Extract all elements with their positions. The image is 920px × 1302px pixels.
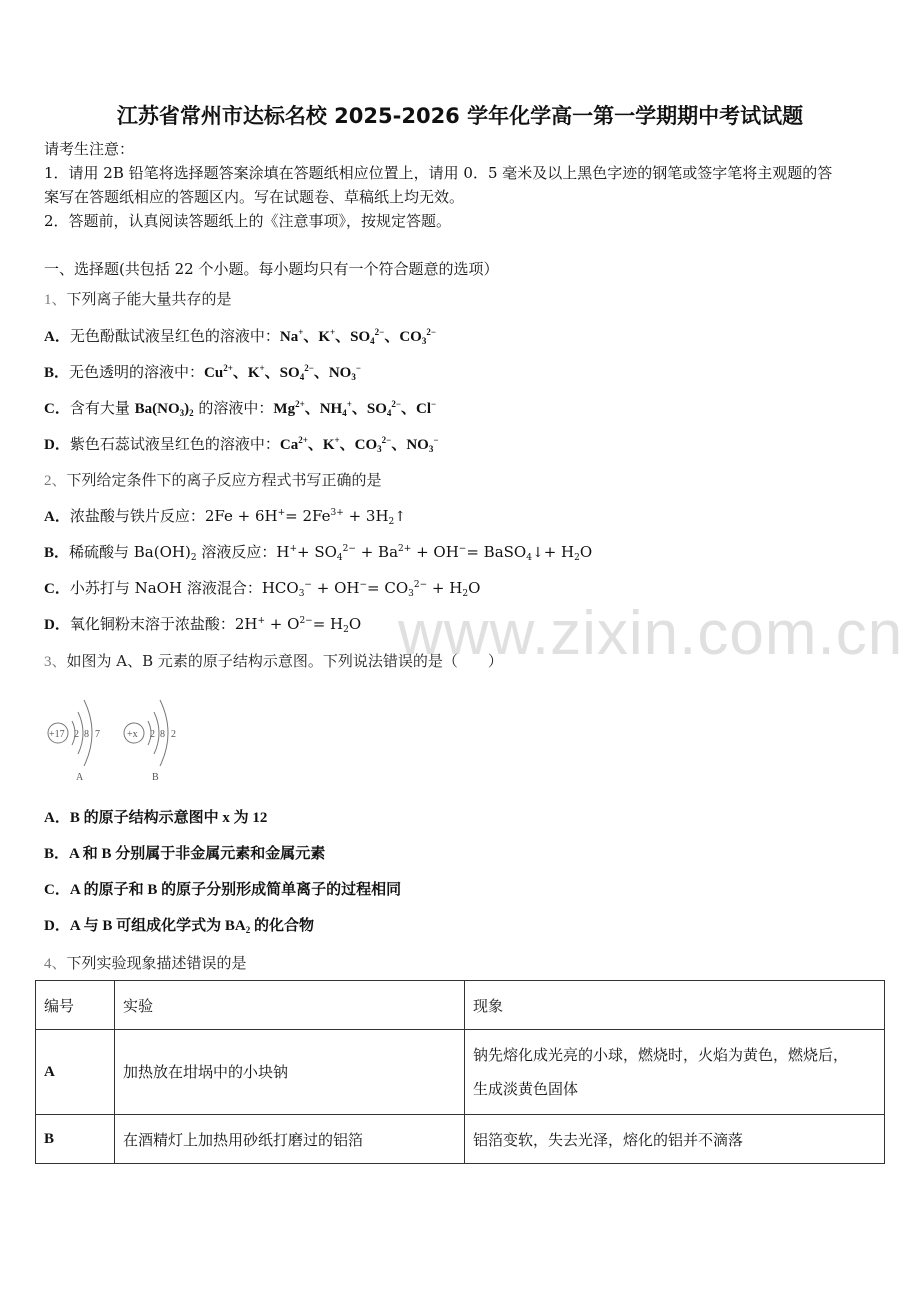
option-label: A． [44, 509, 70, 525]
watermark: www.zixin.com.cn [398, 599, 904, 668]
option-label: A． [44, 329, 70, 345]
q2-option-c [44, 578, 480, 599]
svg-text:8: 8 [160, 729, 165, 740]
header-cell: 现象 [465, 981, 885, 1030]
table-row [36, 1030, 885, 1115]
q1-option-a [44, 326, 436, 347]
q3-option-c [44, 880, 401, 900]
question-number: 1、 [44, 292, 67, 308]
option-label: B． [44, 365, 70, 381]
option-text: 小苏打与 NaOH 溶液混合： [69, 579, 262, 597]
option-text: A 的原子和 B 的原子分别形成简单离子的过程相同 [69, 882, 402, 898]
option-ions: $Ca^{2+}$、K+、$CO_3^{2-}$、$NO_3^-$ [279, 435, 439, 454]
option-ions: $Mg^{2+}$、$NH_4^+$、$SO_4^{2-}$、Cl− [273, 399, 437, 418]
option-ions: Na+、K+、$SO_4^{2-}$、$CO_3^{2-}$ [279, 327, 436, 346]
table-row [36, 1115, 885, 1164]
question-4-stem [44, 953, 247, 974]
notice-item-1-cont: 案写在答题纸相应的答题区内。写在试题卷、草稿纸上均无效。 [44, 188, 465, 206]
option-label: D． [44, 617, 70, 633]
option-label: C． [44, 882, 70, 898]
option-text: 无色透明的溶液中： [69, 363, 205, 381]
svg-text:2: 2 [171, 729, 176, 740]
atom-diagram-icon [44, 692, 194, 788]
question-3-stem [44, 651, 503, 672]
option-text: A 与 B 可组成化学式为 $BA_2$ 的化合物 [69, 918, 314, 935]
notice-heading: 请考生注意： [44, 140, 135, 158]
question-text: 下列实验现象描述错误的是 [66, 954, 247, 972]
header-cell: 编号 [36, 981, 115, 1030]
question-2-stem [44, 470, 382, 491]
option-text: 氧化铜粉末溶于浓盐酸： [69, 615, 235, 633]
table-cell: B [36, 1115, 115, 1164]
option-equation: $HCO_3^- + OH^-= CO_3^{2-} + H_2O$ [261, 579, 481, 599]
question-text: 下列给定条件下的离子反应方程式书写正确的是 [66, 471, 382, 489]
arrow-up-icon: ↑ [394, 509, 406, 525]
q3-option-d [44, 916, 314, 936]
svg-text:+x: +x [127, 729, 138, 740]
svg-text:2: 2 [150, 729, 155, 740]
option-text: 含有大量 $Ba(NO_3)_2$ 的溶液中： [69, 399, 274, 418]
notice-item-2: 2．答题前，认真阅读答题纸上的《注意事项》，按规定答题。 [44, 212, 452, 230]
option-label: C． [44, 401, 70, 417]
table-header-row [36, 981, 885, 1030]
option-label: D． [44, 918, 70, 934]
q1-option-b [44, 362, 361, 383]
q1-option-d [44, 434, 438, 455]
cell-line: 生成淡黄色固体 [473, 1080, 579, 1098]
q1-option-c [44, 398, 436, 419]
q3-option-a [44, 808, 267, 828]
question-text: 如图为 A、B 元素的原子结构示意图。下列说法错误的是（ ） [66, 652, 503, 670]
section-heading: 一、选择题(共包括 22 个小题。每小题均只有一个符合题意的选项） [44, 260, 499, 278]
q3-option-b [44, 844, 325, 864]
option-label: A． [44, 810, 70, 826]
option-text: 浓盐酸与铁片反应： [69, 507, 205, 525]
question-number: 4、 [44, 956, 67, 972]
option-text: 稀硫酸与 $Ba(OH)_2$ 溶液反应： [69, 543, 277, 563]
table-cell: 加热放在坩埚中的小块钠 [115, 1030, 465, 1115]
option-equation: $2H^+ + O^{2-}= H_2O$ [234, 615, 362, 635]
q2-option-d [44, 614, 361, 635]
option-ions: $Cu^{2+}$、K+、$SO_4^{2-}$、$NO_3^-$ [204, 363, 361, 382]
svg-text:B: B [152, 772, 159, 783]
option-label: C． [44, 581, 70, 597]
atomic-structure-diagram [44, 692, 194, 788]
cell-line: 钠先熔化成光亮的小球，燃烧时，火焰为黄色，燃烧后， [473, 1046, 849, 1064]
svg-text:7: 7 [95, 729, 100, 740]
question-1-stem [44, 289, 232, 310]
option-label: B． [44, 545, 70, 561]
arrow-down-icon: ↓ [531, 545, 544, 561]
experiment-table [35, 980, 885, 1164]
question-number: 2、 [44, 473, 67, 489]
table-cell: A [36, 1030, 115, 1115]
option-label: B． [44, 846, 70, 862]
svg-text:+17: +17 [49, 729, 65, 740]
question-number: 3、 [44, 654, 67, 670]
svg-text:8: 8 [84, 729, 89, 740]
svg-text:A: A [76, 772, 84, 783]
table-cell [465, 1030, 885, 1115]
q2-option-a [44, 506, 406, 527]
option-text: 无色酚酞试液呈红色的溶液中： [69, 327, 280, 345]
svg-text:2: 2 [74, 729, 79, 740]
option-text: B 的原子结构示意图中 x 为 12 [69, 810, 268, 826]
question-text: 下列离子能大量共存的是 [66, 290, 232, 308]
page-title: 江苏省常州市达标名校 2025-2026 学年化学高一第一学期期中考试试题 [116, 104, 804, 128]
notice-item-1: 1．请用 2B 铅笔将选择题答案涂填在答题纸相应位置上，请用 0．5 毫米及以上黑色字迹的钢笔或签字笔将主观题的答 [44, 164, 833, 182]
table-cell: 在酒精灯上加热用砂纸打磨过的铝箔 [115, 1115, 465, 1164]
option-text: A 和 B 分别属于非金属元素和金属元素 [69, 846, 326, 862]
header-cell: 实验 [115, 981, 465, 1030]
option-equation: $H^++ SO_4^{2-} + Ba^{2+} + OH^-=$ BaSO$_4$↓+ $H_2O$ [276, 543, 593, 563]
option-equation: $2Fe + 6H^+= 2Fe^{3+}$ + $3H_2↑$ [204, 507, 406, 527]
option-label: D． [44, 437, 70, 453]
option-text: 紫色石蕊试液呈红色的溶液中： [69, 435, 280, 453]
table-cell: 铝箔变软，失去光泽，熔化的铝并不滴落 [465, 1115, 885, 1164]
q2-option-b [44, 542, 592, 563]
